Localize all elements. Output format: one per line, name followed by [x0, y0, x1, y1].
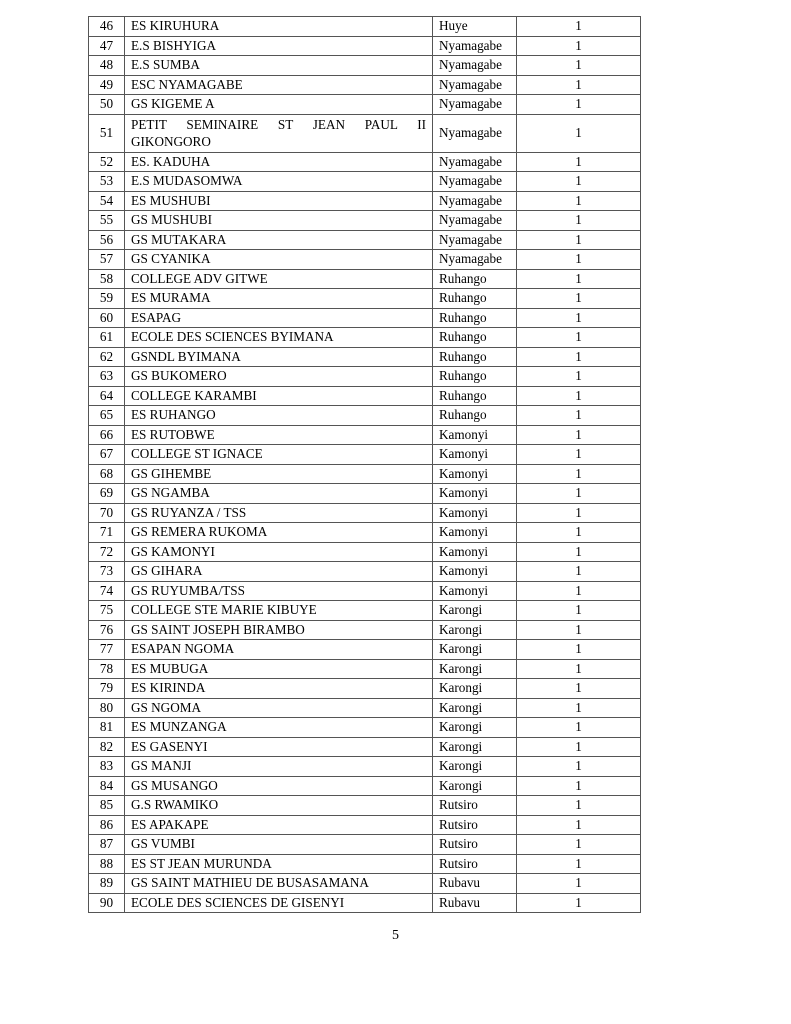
- count-cell: 1: [517, 484, 641, 504]
- count-cell: 1: [517, 152, 641, 172]
- count-cell: 1: [517, 230, 641, 250]
- district-cell: Ruhango: [433, 347, 517, 367]
- school-name-cell: ES APAKAPE: [125, 815, 433, 835]
- count-cell: 1: [517, 815, 641, 835]
- school-name-cell: ES KIRUHURA: [125, 17, 433, 37]
- district-cell: Karongi: [433, 757, 517, 777]
- district-cell: Nyamagabe: [433, 36, 517, 56]
- district-cell: Kamonyi: [433, 503, 517, 523]
- count-cell: 1: [517, 36, 641, 56]
- row-number-cell: 49: [89, 75, 125, 95]
- school-name-cell: GS CYANIKA: [125, 250, 433, 270]
- district-cell: Karongi: [433, 776, 517, 796]
- row-number-cell: 81: [89, 718, 125, 738]
- district-cell: Karongi: [433, 737, 517, 757]
- table-row: [89, 191, 641, 211]
- district-cell: Nyamagabe: [433, 56, 517, 76]
- school-name-cell: ECOLE DES SCIENCES DE GISENYI: [125, 893, 433, 913]
- table-row: [89, 562, 641, 582]
- row-number-cell: 79: [89, 679, 125, 699]
- count-cell: 1: [517, 718, 641, 738]
- count-cell: 1: [517, 503, 641, 523]
- count-cell: 1: [517, 854, 641, 874]
- school-name-cell: GS VUMBI: [125, 835, 433, 855]
- table-row: [89, 211, 641, 231]
- district-cell: Kamonyi: [433, 581, 517, 601]
- school-name-cell: ES MUNZANGA: [125, 718, 433, 738]
- district-cell: Karongi: [433, 659, 517, 679]
- count-cell: 1: [517, 601, 641, 621]
- row-number-cell: 72: [89, 542, 125, 562]
- count-cell: 1: [517, 464, 641, 484]
- count-cell: 1: [517, 737, 641, 757]
- row-number-cell: 51: [89, 114, 125, 152]
- school-name-cell: GS NGAMBA: [125, 484, 433, 504]
- count-cell: 1: [517, 523, 641, 543]
- count-cell: 1: [517, 269, 641, 289]
- table-row: [89, 581, 641, 601]
- district-cell: Nyamagabe: [433, 75, 517, 95]
- count-cell: 1: [517, 776, 641, 796]
- count-cell: 1: [517, 308, 641, 328]
- table-row: [89, 367, 641, 387]
- table-row: [89, 114, 641, 152]
- district-cell: Ruhango: [433, 386, 517, 406]
- school-name-cell: E.S MUDASOMWA: [125, 172, 433, 192]
- school-name-cell: ES RUHANGO: [125, 406, 433, 426]
- school-name-cell: ES MUBUGA: [125, 659, 433, 679]
- row-number-cell: 60: [89, 308, 125, 328]
- row-number-cell: 85: [89, 796, 125, 816]
- row-number-cell: 64: [89, 386, 125, 406]
- count-cell: 1: [517, 698, 641, 718]
- table-row: [89, 152, 641, 172]
- row-number-cell: 52: [89, 152, 125, 172]
- school-name-cell: E.S SUMBA: [125, 56, 433, 76]
- row-number-cell: 87: [89, 835, 125, 855]
- table-row: [89, 776, 641, 796]
- table-row: [89, 347, 641, 367]
- row-number-cell: 71: [89, 523, 125, 543]
- school-name-cell: GS BUKOMERO: [125, 367, 433, 387]
- table-row: [89, 75, 641, 95]
- school-name-cell: ES MUSHUBI: [125, 191, 433, 211]
- school-name-cell: GS MUTAKARA: [125, 230, 433, 250]
- school-name-cell: G.S RWAMIKO: [125, 796, 433, 816]
- count-cell: 1: [517, 620, 641, 640]
- row-number-cell: 47: [89, 36, 125, 56]
- district-cell: Nyamagabe: [433, 230, 517, 250]
- district-cell: Kamonyi: [433, 562, 517, 582]
- count-cell: 1: [517, 542, 641, 562]
- schools-table: [88, 16, 641, 913]
- table-row: [89, 757, 641, 777]
- table-row: [89, 56, 641, 76]
- table-row: [89, 854, 641, 874]
- district-cell: Rubavu: [433, 893, 517, 913]
- school-name-cell: ES KIRINDA: [125, 679, 433, 699]
- count-cell: 1: [517, 386, 641, 406]
- count-cell: 1: [517, 114, 641, 152]
- district-cell: Karongi: [433, 679, 517, 699]
- school-name-cell: GS RUYUMBA/TSS: [125, 581, 433, 601]
- school-name-cell: GS KIGEME A: [125, 95, 433, 115]
- district-cell: Kamonyi: [433, 464, 517, 484]
- row-number-cell: 58: [89, 269, 125, 289]
- table-row: [89, 230, 641, 250]
- district-cell: Karongi: [433, 718, 517, 738]
- district-cell: Karongi: [433, 698, 517, 718]
- count-cell: 1: [517, 581, 641, 601]
- row-number-cell: 67: [89, 445, 125, 465]
- district-cell: Karongi: [433, 640, 517, 660]
- school-name-cell: GS KAMONYI: [125, 542, 433, 562]
- table-row: [89, 464, 641, 484]
- row-number-cell: 50: [89, 95, 125, 115]
- row-number-cell: 73: [89, 562, 125, 582]
- row-number-cell: 75: [89, 601, 125, 621]
- row-number-cell: 59: [89, 289, 125, 309]
- district-cell: Ruhango: [433, 308, 517, 328]
- district-cell: Ruhango: [433, 328, 517, 348]
- row-number-cell: 68: [89, 464, 125, 484]
- count-cell: 1: [517, 835, 641, 855]
- school-name-cell: ES GASENYI: [125, 737, 433, 757]
- district-cell: Rutsiro: [433, 854, 517, 874]
- school-name-cell: COLLEGE ADV GITWE: [125, 269, 433, 289]
- page-number: 5: [392, 928, 399, 943]
- table-row: [89, 250, 641, 270]
- district-cell: Nyamagabe: [433, 172, 517, 192]
- school-name-cell: GS MANJI: [125, 757, 433, 777]
- table-row: [89, 659, 641, 679]
- table-row: [89, 289, 641, 309]
- row-number-cell: 70: [89, 503, 125, 523]
- district-cell: Rutsiro: [433, 815, 517, 835]
- row-number-cell: 83: [89, 757, 125, 777]
- district-cell: Karongi: [433, 620, 517, 640]
- table-row: [89, 523, 641, 543]
- table-row: [89, 503, 641, 523]
- count-cell: 1: [517, 893, 641, 913]
- count-cell: 1: [517, 425, 641, 445]
- schools-table-body: [89, 17, 641, 913]
- district-cell: Rutsiro: [433, 835, 517, 855]
- count-cell: 1: [517, 757, 641, 777]
- count-cell: 1: [517, 289, 641, 309]
- row-number-cell: 62: [89, 347, 125, 367]
- district-cell: Rutsiro: [433, 796, 517, 816]
- count-cell: 1: [517, 367, 641, 387]
- district-cell: Rubavu: [433, 874, 517, 894]
- row-number-cell: 89: [89, 874, 125, 894]
- table-row: [89, 425, 641, 445]
- row-number-cell: 86: [89, 815, 125, 835]
- row-number-cell: 48: [89, 56, 125, 76]
- row-number-cell: 80: [89, 698, 125, 718]
- table-row: [89, 620, 641, 640]
- row-number-cell: 74: [89, 581, 125, 601]
- district-cell: Nyamagabe: [433, 152, 517, 172]
- row-number-cell: 69: [89, 484, 125, 504]
- district-cell: Kamonyi: [433, 445, 517, 465]
- table-row: [89, 386, 641, 406]
- school-name-cell: ESAPAN NGOMA: [125, 640, 433, 660]
- district-cell: Ruhango: [433, 406, 517, 426]
- school-name-cell: GS MUSANGO: [125, 776, 433, 796]
- count-cell: 1: [517, 445, 641, 465]
- school-name-cell: GS MUSHUBI: [125, 211, 433, 231]
- row-number-cell: 53: [89, 172, 125, 192]
- table-row: [89, 308, 641, 328]
- count-cell: 1: [517, 75, 641, 95]
- district-cell: Karongi: [433, 601, 517, 621]
- table-row: [89, 815, 641, 835]
- table-row: [89, 445, 641, 465]
- row-number-cell: 55: [89, 211, 125, 231]
- row-number-cell: 61: [89, 328, 125, 348]
- count-cell: 1: [517, 659, 641, 679]
- count-cell: 1: [517, 328, 641, 348]
- table-row: [89, 95, 641, 115]
- table-row: [89, 17, 641, 37]
- district-cell: Nyamagabe: [433, 95, 517, 115]
- count-cell: 1: [517, 56, 641, 76]
- school-name-cell: GS GIHARA: [125, 562, 433, 582]
- table-row: [89, 893, 641, 913]
- school-name-cell: PETIT SEMINAIRE ST JEAN PAUL II GIKONGORO: [125, 114, 433, 152]
- table-row: [89, 737, 641, 757]
- school-name-cell: GS RUYANZA / TSS: [125, 503, 433, 523]
- table-row: [89, 835, 641, 855]
- table-row: [89, 269, 641, 289]
- count-cell: 1: [517, 191, 641, 211]
- table-row: [89, 36, 641, 56]
- count-cell: 1: [517, 562, 641, 582]
- district-cell: Kamonyi: [433, 542, 517, 562]
- count-cell: 1: [517, 17, 641, 37]
- district-cell: Kamonyi: [433, 425, 517, 445]
- school-name-cell: GS SAINT JOSEPH BIRAMBO: [125, 620, 433, 640]
- table-row: [89, 640, 641, 660]
- school-name-cell: ES. KADUHA: [125, 152, 433, 172]
- row-number-cell: 54: [89, 191, 125, 211]
- count-cell: 1: [517, 640, 641, 660]
- school-name-cell: COLLEGE ST IGNACE: [125, 445, 433, 465]
- district-cell: Nyamagabe: [433, 191, 517, 211]
- row-number-cell: 78: [89, 659, 125, 679]
- row-number-cell: 63: [89, 367, 125, 387]
- row-number-cell: 82: [89, 737, 125, 757]
- table-row: [89, 679, 641, 699]
- table-row: [89, 328, 641, 348]
- district-cell: Ruhango: [433, 269, 517, 289]
- school-name-cell: ESAPAG: [125, 308, 433, 328]
- table-row: [89, 542, 641, 562]
- district-cell: Kamonyi: [433, 523, 517, 543]
- table-row: [89, 698, 641, 718]
- table-row: [89, 172, 641, 192]
- school-name-cell: GSNDL BYIMANA: [125, 347, 433, 367]
- school-name-cell: E.S BISHYIGA: [125, 36, 433, 56]
- table-row: [89, 796, 641, 816]
- school-name-cell: ES ST JEAN MURUNDA: [125, 854, 433, 874]
- table-row: [89, 874, 641, 894]
- row-number-cell: 77: [89, 640, 125, 660]
- school-name-cell: COLLEGE STE MARIE KIBUYE: [125, 601, 433, 621]
- table-row: [89, 484, 641, 504]
- row-number-cell: 66: [89, 425, 125, 445]
- count-cell: 1: [517, 347, 641, 367]
- row-number-cell: 65: [89, 406, 125, 426]
- school-name-cell: ES RUTOBWE: [125, 425, 433, 445]
- count-cell: 1: [517, 796, 641, 816]
- count-cell: 1: [517, 406, 641, 426]
- district-cell: Nyamagabe: [433, 211, 517, 231]
- count-cell: 1: [517, 679, 641, 699]
- school-name-cell: ES MURAMA: [125, 289, 433, 309]
- school-name-cell: ECOLE DES SCIENCES BYIMANA: [125, 328, 433, 348]
- row-number-cell: 90: [89, 893, 125, 913]
- row-number-cell: 46: [89, 17, 125, 37]
- school-name-cell: COLLEGE KARAMBI: [125, 386, 433, 406]
- school-name-cell: GS SAINT MATHIEU DE BUSASAMANA: [125, 874, 433, 894]
- district-cell: Ruhango: [433, 367, 517, 387]
- count-cell: 1: [517, 95, 641, 115]
- count-cell: 1: [517, 874, 641, 894]
- district-cell: Huye: [433, 17, 517, 37]
- row-number-cell: 84: [89, 776, 125, 796]
- row-number-cell: 56: [89, 230, 125, 250]
- district-cell: Nyamagabe: [433, 250, 517, 270]
- count-cell: 1: [517, 250, 641, 270]
- row-number-cell: 76: [89, 620, 125, 640]
- table-row: [89, 406, 641, 426]
- district-cell: Ruhango: [433, 289, 517, 309]
- row-number-cell: 88: [89, 854, 125, 874]
- table-row: [89, 601, 641, 621]
- table-row: [89, 718, 641, 738]
- count-cell: 1: [517, 172, 641, 192]
- school-name-cell: GS REMERA RUKOMA: [125, 523, 433, 543]
- school-name-cell: ESC NYAMAGABE: [125, 75, 433, 95]
- school-name-cell: GS NGOMA: [125, 698, 433, 718]
- district-cell: Kamonyi: [433, 484, 517, 504]
- district-cell: Nyamagabe: [433, 114, 517, 152]
- school-name-cell: GS GIHEMBE: [125, 464, 433, 484]
- row-number-cell: 57: [89, 250, 125, 270]
- count-cell: 1: [517, 211, 641, 231]
